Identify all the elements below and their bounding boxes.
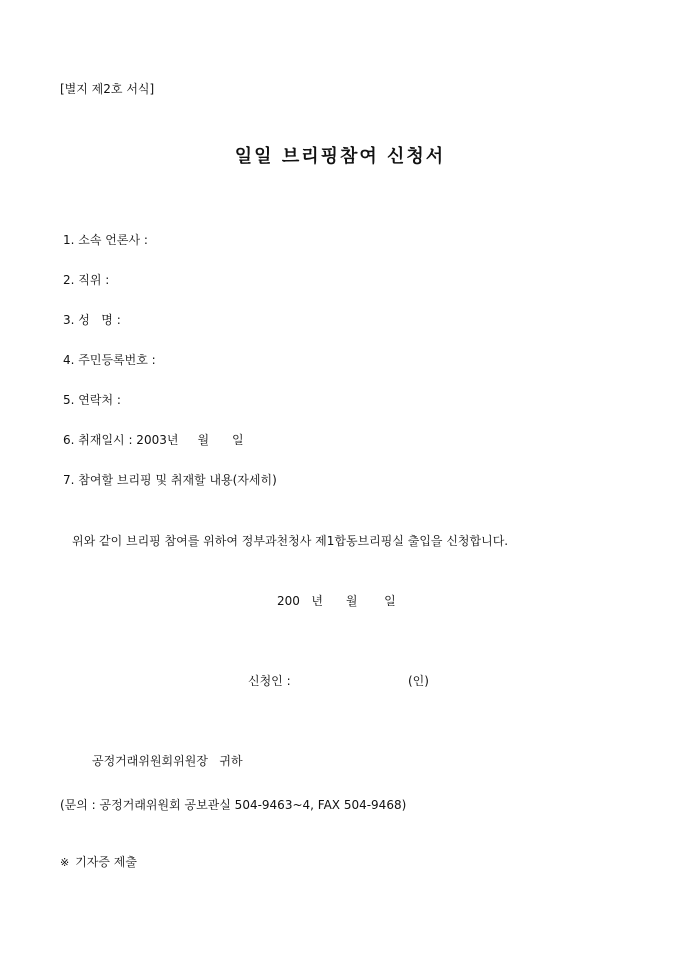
recipient-line: 공정거래위원회위원장 귀하 (92, 754, 243, 768)
field-briefing-content: 7. 참여할 브리핑 및 취재할 내용(자세히) (63, 473, 277, 487)
field-position: 2. 직위 : (63, 273, 110, 287)
form-number-label: [별지 제2호 서식] (60, 82, 155, 96)
application-date: 200 년 월 일 (277, 594, 396, 608)
field-resident-number: 4. 주민등록번호 : (63, 353, 156, 367)
field-contact: 5. 연락처 : (63, 393, 121, 407)
seal-label: (인) (408, 674, 429, 688)
field-coverage-date: 6. 취재일시 : 2003년 월 일 (63, 433, 244, 447)
reference-mark-icon: ※ (60, 856, 70, 869)
application-statement: 위와 같이 브리핑 참여를 위하여 정부과천청사 제1합동브리핑실 출입을 신청합니다. (72, 534, 509, 548)
field-name: 3. 성 명 : (63, 313, 121, 327)
contact-info: (문의 : 공정거래위원회 공보관실 504-9463~4, FAX 504-9468) (60, 798, 407, 812)
field-affiliation: 1. 소속 언론사 : (63, 233, 148, 247)
applicant-label: 신청인 : (248, 674, 291, 688)
submission-note-text: 기자증 제출 (75, 855, 137, 869)
submission-note (60, 853, 137, 870)
document-title: 일일 브리핑참여 신청서 (234, 146, 446, 167)
